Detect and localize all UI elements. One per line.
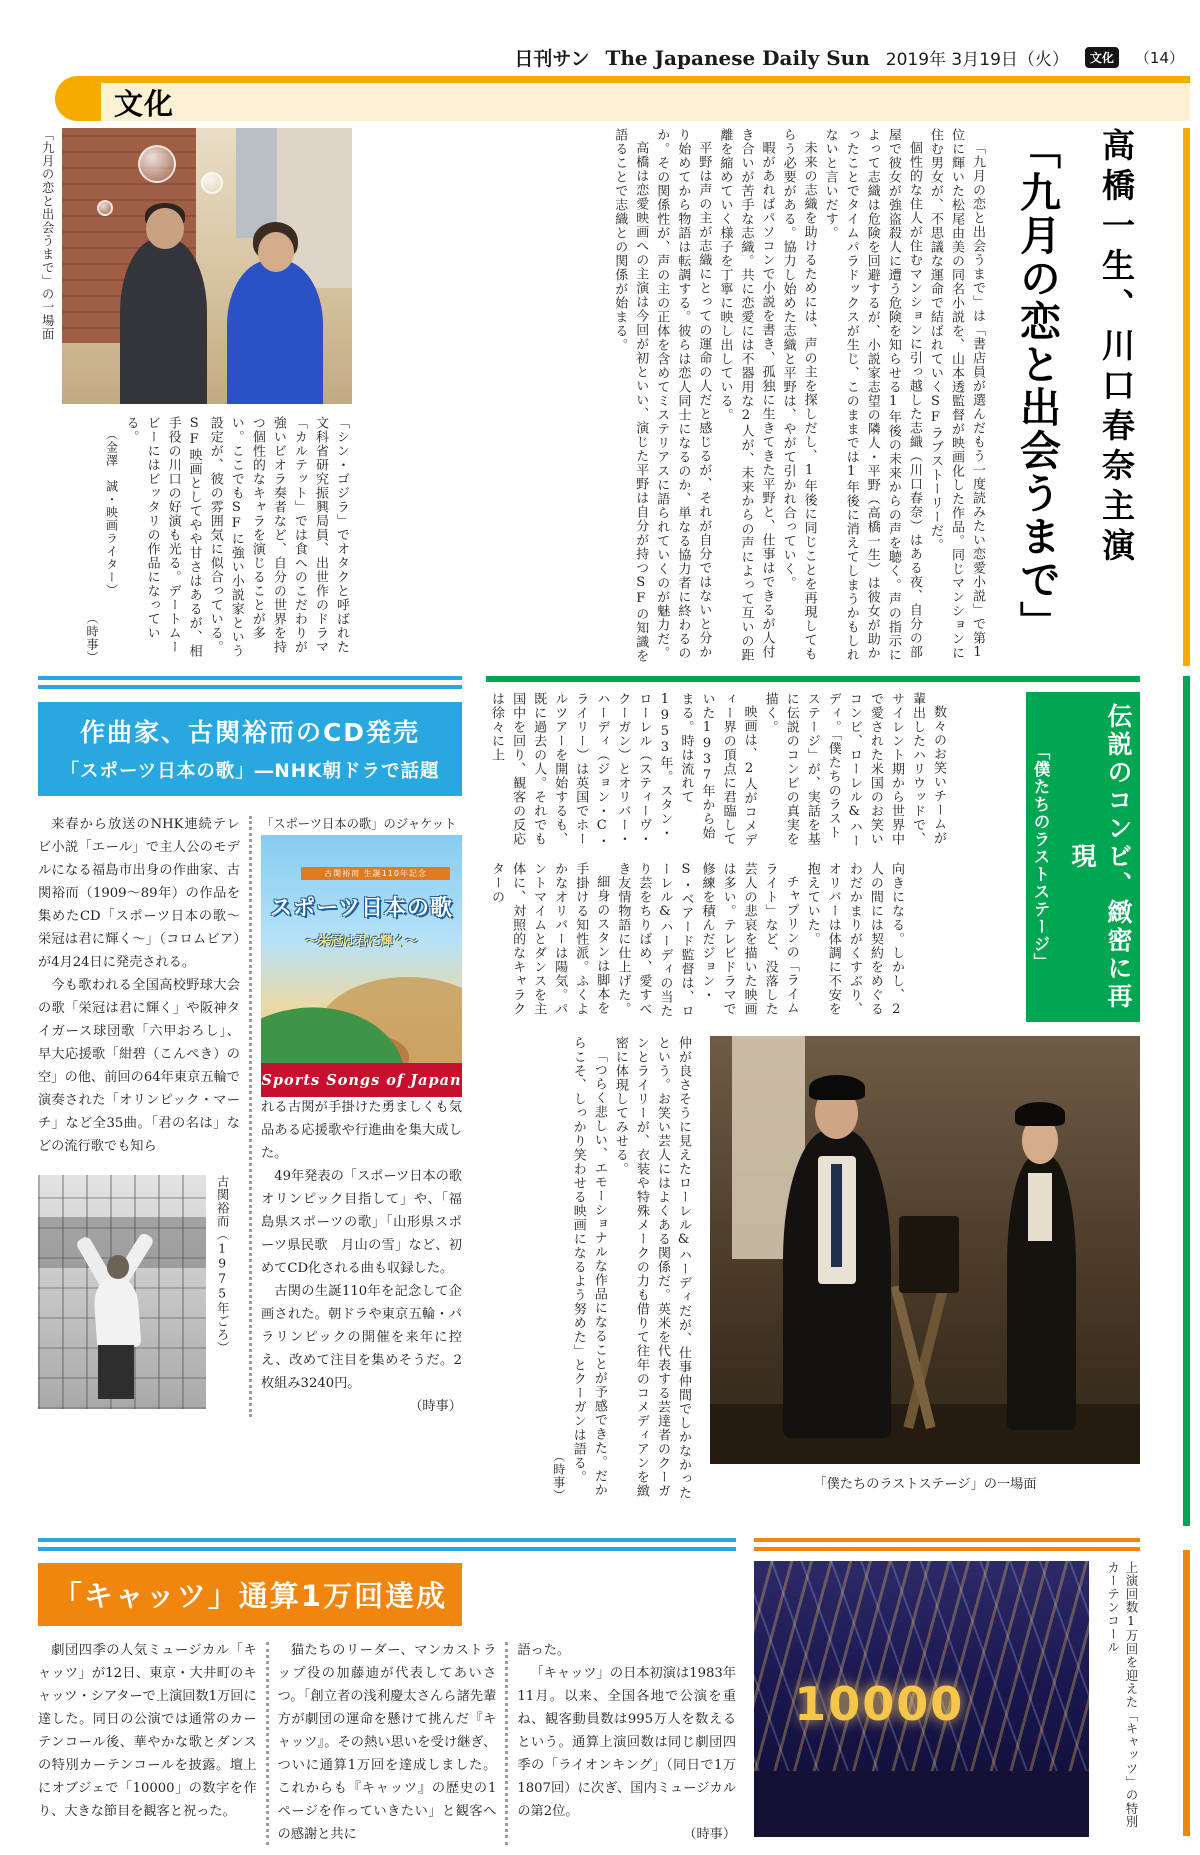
photo-hardy-bowler-hat [809, 1075, 865, 1101]
body-text: 細身のスタンは脚本を手掛ける知性派。ふくよかなオリバーは陽気。パントマイムとダンスを主体に、対照的なキャラクターの [489, 862, 610, 1016]
article2-right-column [261, 814, 476, 1419]
body-text: 49年発表の「スポーツ日本の歌 オリンピック目指して」や、「福島県スポーツの歌」「山形県スポーツ県民歌 月山の雪」など、初めてCD化される曲も収録した。 [261, 1169, 476, 1277]
brand-japanese: 日刊サン [514, 48, 590, 70]
section-band-cap [55, 76, 101, 121]
page-header [0, 44, 1184, 71]
photo-laurel-shirt [1028, 1173, 1052, 1241]
news-credit: （時事） [409, 1398, 462, 1414]
body-text: 劇団四季の人気ミュージカル「キャッツ」が12日、東京・大井町のキャッツ・シアターで上演回数1万回に達した。同日の公演では通常のカーテンコール後、華やかな歌とダンスの特別カーテンコールを披露。壇上にオブジェで「10000」の数字を作り、大きな節目を観客と祝った。 [38, 1643, 257, 1819]
photo-10000-sign: 10000 [794, 1676, 965, 1731]
photo-actor-face [146, 208, 184, 249]
article1-body-tail [38, 416, 352, 664]
body-text: 「つらく悲しい、エモーショナルな作品になることが予感できた。だからこそ、しっかり笑わせる映画になるよう努めた」とクーガンは語る。 [570, 1036, 607, 1497]
blue-double-rule [38, 1538, 736, 1551]
article1-left-block [38, 128, 352, 668]
edge-bar-green [1183, 676, 1190, 1526]
article4-photo-block [754, 1538, 1140, 1847]
news-credit: （時事） [551, 1450, 566, 1502]
laurel-hardy-photo [710, 1036, 1140, 1464]
article4-column-2 [278, 1640, 497, 1847]
photo-actress-face [258, 232, 294, 272]
blue-double-rule [38, 676, 462, 689]
photo-legs [98, 1345, 133, 1399]
article4-column-3 [517, 1640, 736, 1847]
jacket-subtitle: ～栄冠は君に輝く～ [305, 932, 418, 948]
body-text: 今も歌われる全国高校野球大会の歌「栄冠は君に輝く」や阪神タイガース球団歌「六甲おろし」、早大応援歌「紺碧（こんぺき）の空」の他、前回の64年東京五輪で演奏された「オリンピック・マーチ」など全35曲。「君の名は」などの流行歌でも知ら [38, 977, 240, 1154]
dotted-column-separator [249, 816, 252, 1417]
cats-curtain-call-photo [754, 1561, 1089, 1837]
section-title: 文化 [114, 86, 175, 121]
edge-bar-yellow [1183, 128, 1190, 666]
body-text: 未来の志織を助けるためには、声の主を探しだし、1年後に同じことを再現してもらう必要がある。協力し始めた志織と平野は、やがて引かれ合っていく。 [780, 128, 817, 661]
body-text: 映画は、2人がコメディー界の頂点に君臨していた1937年から始まる。時は流れて1953年。スタン・ローレル（スティーヴ・クーガン）とオリバー・ハーディ（ジョン・C・ライリー）は英国でホールツアーを開始するも、既に過去の人。それでも国中を回り、観客の反応は徐々に上 [489, 692, 757, 848]
koseki-photo [38, 1175, 206, 1409]
body-text: 「キャッツ」の日本初演は1983年11月。以来、全国各地で公演を重ね、観客動員数は995万人を数えるという。通算上演回数は同じ劇団四季の「ライオンキング」（同日で1万1807回）に次ぎ、国内ミュージカルの第2位。 [517, 1665, 737, 1819]
body-text: 猫たちのリーダー、マンカストラップ役の加藤迪が代表してあいさつ。「創立者の浅利慶太さんら諸先輩方が劇団の運命を懸けて挑んだ『キャッツ』。その熱い思いを受け継ぎ、ついに通算1万回を達成しました。これからも『キャッツ』の歴史の1ページを作っていきたい」と観客への感謝と共に [277, 1643, 497, 1842]
article-koseki-cd [38, 676, 476, 1502]
body-text: 高橋は恋愛映画への主演は今回が初といい、演じた平野は自分が持つSFの知識を語ることで志織との関係が始まる。 [612, 128, 649, 663]
article1-body [366, 128, 988, 668]
cd-jacket-image [261, 835, 462, 1097]
photo-laurel-bowler-hat [1015, 1102, 1064, 1126]
article3-banner-title: 伝説のコンビ、緻密に再現 [1068, 703, 1133, 1011]
article2-banner-title: 作曲家、古関裕而のCD発売 [79, 718, 421, 747]
news-credit: （時事） [683, 1826, 737, 1842]
article1-headline [1002, 128, 1140, 668]
brand-english: The Japanese Daily Sun [605, 45, 870, 70]
article3-band1 [486, 692, 949, 850]
body-text: 向きになる。しかし、2人の間には契約をめぐるわだかまりがくすぶり、オリバーは体調に不安を抱えていた。 [804, 862, 904, 1018]
body-text: 暇があればパソコンで小説を書き、孤独に生きてきた平野と、仕事はできるが人付き合いが苦手な志織。共に恋愛には不器用な2人が、未来からの声によって互いの距離を縮めていく様子を丁寧に映し出している。 [717, 128, 775, 662]
orange-double-rule [754, 1538, 1140, 1551]
body-text: 語った。 [517, 1643, 571, 1658]
article3-banner [1026, 692, 1140, 1022]
body-text: 「九月の恋と出会うまで」は「書店員が選んだもう一度読みたい恋愛小説」で第1位に輝いた松尾由美の同名小説を、山本透監督が映画化した作品。同じマンションに住む男女が、不思議な運命で結ばれていくSFラブストーリーだ。 [927, 128, 985, 661]
body-text: 仲が良さそうに見えたローレル&ハーディだが、仕事仲間でしかなかったという。お笑い芸人にはよくある関係だ。英米を代表する芸達者のクーガンとライリーが、衣装や特殊メークの力も借りて往年のコメディアンを緻密に体現してみせる。 [612, 1036, 691, 1500]
body-text: 「シン・ゴジラ」でオタクと呼ばれた文科省研究振興局員、出世作のドラマ「カルテット」では食へのこだわりが強いビオラ奏者など、自分の世界を持つ個性的なキャラを演じることが多い。ここでもSFに強い小説家という設定が、彼の雰囲気に似合っている。SF映画としてやや甘さはあるが、相手役の川口の好演も光る。デートムービーにはピッタリの作品になっている。 [123, 416, 349, 658]
article3-band3 [486, 1036, 694, 1502]
issue-date: 2019年 3月19日（火） [885, 50, 1069, 70]
news-credit: （時事） [85, 612, 100, 664]
photo-head [107, 1255, 129, 1278]
body-text: 数々のお笑いチームが輩出したハリウッドで、サイレント期から世界中で愛された米国のお笑いコンビ、ローレル&ハーディ。「僕たちのラストステージ」が、実話を基に伝説のコンビの真実を描く。 [762, 692, 947, 848]
body-text: 個性的な住人が住むマンションに引っ越した志織（川口春奈）はある夜、自分の部屋で彼女が強盗殺人に遭う危険を知らせる1年後の未来からの声を聴く。声の指示によって志織は危険を回避するが、小説家志望の隣人・平野（高橋一生）は彼女が助かったことでタイムパラドックスが生じ、このままでは1年後に消えてしまうかもしれないと言いだす。 [822, 128, 922, 662]
body-text: れる古関が手掛けた勇ましくも気品ある応援歌や行進曲を集大成した。 [261, 1100, 462, 1162]
middle-section [38, 676, 1140, 1502]
section-band-background [78, 83, 1190, 121]
article4-column-1 [38, 1640, 257, 1847]
dotted-column-separator [266, 1642, 269, 1845]
jacket-red-band: Sports Songs of Japan [261, 1063, 462, 1097]
byline: （金澤 誠・映画ライター） [104, 428, 119, 597]
movie-photo-caption: 「九月の恋と出会うまで」の一場面 [40, 128, 55, 341]
photo-cast-crowd [754, 1771, 1089, 1837]
cats-photo-caption: 上演回数1万回を迎えた「キャッツ」の特別カーテンコール [1105, 1561, 1138, 1829]
jacket-title: スポーツ日本の歌 [269, 896, 454, 922]
soap-bubble [97, 200, 113, 216]
article3-text-stack [486, 692, 1012, 1022]
photo-hardy-tie [831, 1164, 842, 1267]
photo-film-camera [899, 1216, 959, 1293]
laurel-hardy-photo-caption: 「僕たちのラストステージ」の一場面 [813, 1477, 1037, 1492]
article2-banner [38, 702, 462, 796]
page-number: （14） [1134, 49, 1184, 67]
dotted-column-separator [505, 1642, 508, 1845]
article4-left-block [38, 1538, 736, 1847]
section-band-rule [78, 76, 1190, 83]
body-text: 来春から放送のNHK連続テレビ小説「エール」で主人公のモデルになる福島市出身の作曲家、古関裕而（1909～89年）の作品を集めたCD「スポーツ日本の歌～栄冠は君に輝く～」（コロムビア）が4月24日に発売される。 [38, 817, 240, 970]
article-laurel-hardy [486, 676, 1140, 1502]
jacket-top-strip: 古関裕而 生誕110年記念 [301, 867, 450, 880]
photo-actor-figure [120, 238, 207, 404]
article3-banner-subtitle: 「僕たちのラストステージ」 [1031, 743, 1050, 971]
green-rule [486, 676, 1140, 682]
movie-scene-photo [62, 128, 352, 404]
article2-banner-subtitle: 「スポーツ日本の歌」―NHK朝ドラで話題 [60, 761, 440, 782]
article3-photo-block [710, 1036, 1140, 1502]
photo-actress-figure [227, 260, 323, 404]
headline-kicker: 高橋一生、川口春奈主演 [1097, 128, 1136, 568]
body-text: チャプリンの「ライムライト」など、没落した芸人の悲哀を描いた映画は多い。テレビドラマで修練を積んだジョン・S・ベアード監督は、ローレル&ハーディの当たり芸をちりばめ、愛すべき友情物語に仕上げた。 [615, 862, 799, 1018]
section-band [55, 76, 1190, 121]
body-text: 平野は声の主が志織にとっての運命の人だと感じるが、それが自分ではないと分かり始めてから物語は転調する。彼らは恋人同士になるのか、単なる協力者に終わるのか。その関係性が、声の主の正体を含めてミステリアスに語られていくのが魅力だ。 [654, 128, 712, 660]
section-badge: 文化 [1085, 47, 1119, 68]
headline-main: 「九月の恋と出会うまで」 [1013, 128, 1061, 644]
article-september-love [38, 128, 1140, 668]
body-text: 古関の生誕110年を記念して企画された。朝ドラや東京五輪・パラリンピックの開催を来年に控え、改めて注目を集めそうだ。2枚組み3240円。 [261, 1284, 462, 1392]
edge-bar-orange [1183, 1550, 1190, 1836]
article3-band2 [486, 862, 907, 1022]
koseki-photo-caption: 古関裕而（1975年ごろ） [215, 1174, 230, 1355]
soap-bubble [138, 145, 176, 183]
article4-banner: 「キャッツ」通算1万回達成 [38, 1563, 462, 1626]
article2-left-column [38, 814, 240, 1419]
article-cats [38, 1538, 1140, 1847]
jacket-caption: 「スポーツ日本の歌」のジャケット [261, 817, 457, 831]
